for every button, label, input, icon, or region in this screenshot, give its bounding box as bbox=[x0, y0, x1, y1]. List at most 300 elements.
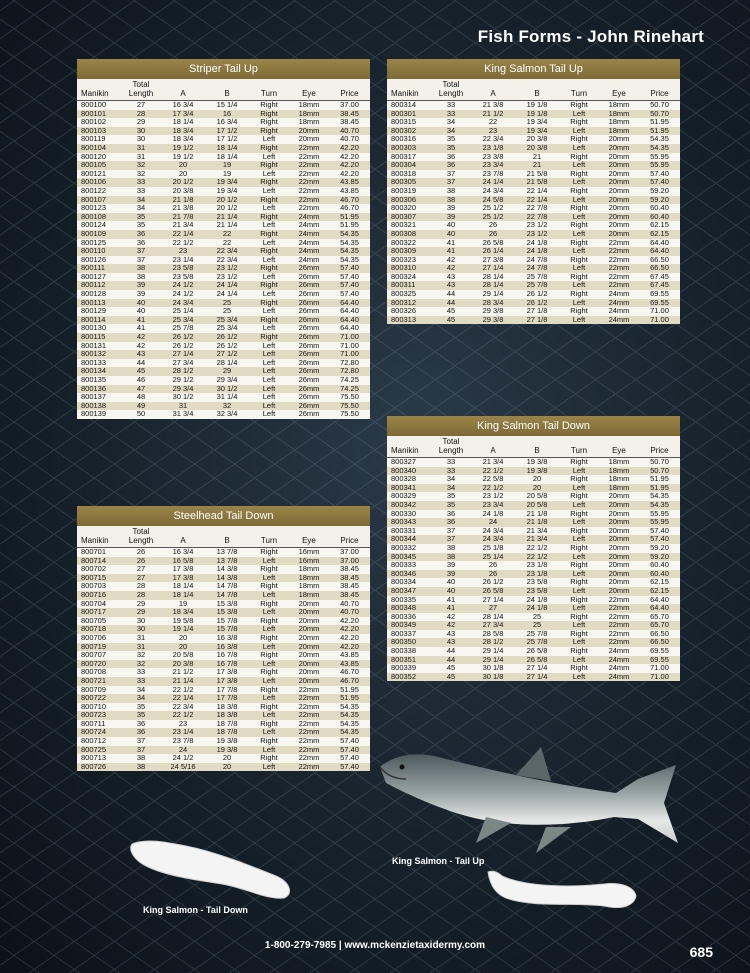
table-row bbox=[387, 161, 680, 170]
table-cell: 51.95 bbox=[639, 484, 680, 493]
column-header: Eye bbox=[599, 436, 639, 458]
table-cell: 38.45 bbox=[329, 110, 370, 119]
table-cell: 34 bbox=[431, 118, 471, 127]
table-cell: Left bbox=[559, 196, 599, 205]
table-row bbox=[387, 230, 680, 239]
table-row bbox=[387, 647, 680, 656]
table-cell: 20mm bbox=[599, 178, 639, 187]
table-cell: 59.20 bbox=[639, 187, 680, 196]
table-cell: 44 bbox=[431, 299, 471, 308]
column-header: Total Length bbox=[121, 526, 161, 548]
table-cell: 24 5/8 bbox=[471, 196, 515, 205]
table-cell: 20mm bbox=[289, 677, 329, 686]
table-cell: 800319 bbox=[387, 187, 431, 196]
table-cell: 41 bbox=[121, 316, 161, 325]
table-cell: 22mm bbox=[289, 694, 329, 703]
price-table bbox=[387, 436, 680, 681]
table-cell: 45 bbox=[431, 316, 471, 325]
table-cell: Right bbox=[559, 239, 599, 248]
table-title: Striper Tail Up bbox=[77, 59, 370, 79]
table-cell: Right bbox=[559, 273, 599, 282]
table-cell: 51.95 bbox=[639, 118, 680, 127]
table-cell: 38.45 bbox=[329, 591, 370, 600]
table-cell: Right bbox=[249, 634, 289, 643]
table-cell: 800133 bbox=[77, 359, 121, 368]
table-cell: 64.40 bbox=[639, 239, 680, 248]
table-cell: 37.00 bbox=[329, 548, 370, 557]
table-cell: 20 1/2 bbox=[161, 178, 205, 187]
table-cell: 800131 bbox=[77, 342, 121, 351]
table-cell: 31 bbox=[161, 402, 205, 411]
table-cell: 28 bbox=[121, 591, 161, 600]
table-cell: 69.55 bbox=[639, 647, 680, 656]
table-cell: 40 bbox=[431, 230, 471, 239]
table-row bbox=[387, 153, 680, 162]
table-cell: Left bbox=[559, 127, 599, 136]
table-cell: 37 bbox=[431, 178, 471, 187]
table-cell: 16mm bbox=[289, 548, 329, 557]
table-cell: 19 3/4 bbox=[205, 187, 249, 196]
table-cell: 800338 bbox=[387, 647, 431, 656]
table-cell: Right bbox=[559, 221, 599, 230]
table-cell: 71.00 bbox=[329, 342, 370, 351]
table-row bbox=[387, 621, 680, 630]
table-cell: 71.00 bbox=[639, 664, 680, 673]
column-header: Eye bbox=[599, 79, 639, 101]
table-cell: 22 1/4 bbox=[161, 230, 205, 239]
table-cell: 33 bbox=[431, 101, 471, 110]
table-cell: 37 bbox=[121, 746, 161, 755]
table-cell: 800139 bbox=[77, 410, 121, 419]
table-cell: 18 3/8 bbox=[205, 703, 249, 712]
table-cell: 54.35 bbox=[329, 703, 370, 712]
table-cell: 42.20 bbox=[329, 170, 370, 179]
table-cell: 36 bbox=[121, 720, 161, 729]
table-cell: 21 1/4 bbox=[205, 221, 249, 230]
table-cell: 800320 bbox=[387, 204, 431, 213]
table-cell: 800313 bbox=[387, 316, 431, 325]
table-cell: 26 bbox=[121, 548, 161, 557]
table-cell: 48 bbox=[121, 393, 161, 402]
table-cell: Right bbox=[249, 247, 289, 256]
table-cell: 25 1/4 bbox=[161, 307, 205, 316]
table-cell: Right bbox=[249, 720, 289, 729]
table-row bbox=[387, 664, 680, 673]
table-cell: 57.40 bbox=[639, 178, 680, 187]
table-cell: 34 bbox=[121, 204, 161, 213]
table-cell: 22mm bbox=[289, 170, 329, 179]
table-cell: 800317 bbox=[387, 153, 431, 162]
table-row bbox=[387, 535, 680, 544]
table-cell: 45 bbox=[431, 664, 471, 673]
table-cell: 20 bbox=[205, 763, 249, 772]
table-cell: 25 1/2 bbox=[471, 213, 515, 222]
table-cell: 800724 bbox=[77, 728, 121, 737]
table-cell: Right bbox=[559, 170, 599, 179]
table-cell: Left bbox=[249, 385, 289, 394]
table-cell: 16 bbox=[205, 110, 249, 119]
table-cell: 800122 bbox=[77, 187, 121, 196]
table-cell: 24mm bbox=[289, 247, 329, 256]
table-cell: 38 bbox=[431, 187, 471, 196]
table-row bbox=[387, 196, 680, 205]
table-cell: 51.95 bbox=[329, 221, 370, 230]
table-cell: 23 1/8 bbox=[515, 561, 559, 570]
table-cell: 20mm bbox=[599, 501, 639, 510]
table-cell: 18mm bbox=[599, 475, 639, 484]
table-cell: 72.80 bbox=[329, 367, 370, 376]
table-cell: 26mm bbox=[289, 316, 329, 325]
table-cell: 13 7/8 bbox=[205, 548, 249, 557]
table-cell: 20mm bbox=[599, 170, 639, 179]
table-cell: 71.00 bbox=[639, 316, 680, 325]
table-cell: 17 3/8 bbox=[161, 574, 205, 583]
table-cell: 20 5/8 bbox=[161, 651, 205, 660]
table-cell: 44 bbox=[121, 359, 161, 368]
table-cell: 31 1/4 bbox=[205, 393, 249, 402]
table-row bbox=[77, 548, 370, 557]
table-cell: 23 1/8 bbox=[515, 570, 559, 579]
table-cell: 34 bbox=[121, 694, 161, 703]
table-cell: 42 bbox=[121, 333, 161, 342]
table-row bbox=[387, 484, 680, 493]
table-cell: 38 bbox=[431, 544, 471, 553]
table-cell: 800349 bbox=[387, 621, 431, 630]
table-cell: Left bbox=[559, 299, 599, 308]
table-cell: 800310 bbox=[387, 264, 431, 273]
table-cell: 26mm bbox=[289, 350, 329, 359]
table-cell: 29 bbox=[121, 118, 161, 127]
table-cell: 43 bbox=[431, 281, 471, 290]
table-cell: Left bbox=[249, 711, 289, 720]
table-cell: Left bbox=[249, 153, 289, 162]
table-cell: 18mm bbox=[289, 565, 329, 574]
table-cell: Left bbox=[249, 608, 289, 617]
table-cell: 25 7/8 bbox=[515, 273, 559, 282]
table-cell: 23 3/4 bbox=[471, 161, 515, 170]
table-cell: 800123 bbox=[77, 204, 121, 213]
table-row bbox=[77, 393, 370, 402]
table-row bbox=[387, 144, 680, 153]
table-row bbox=[77, 307, 370, 316]
table-cell: 51.95 bbox=[329, 686, 370, 695]
table-row bbox=[77, 677, 370, 686]
column-header: Eye bbox=[289, 526, 329, 548]
table-cell: 35 bbox=[431, 144, 471, 153]
table-cell: 16 3/4 bbox=[161, 548, 205, 557]
table-row bbox=[77, 127, 370, 136]
table-cell: 24mm bbox=[599, 656, 639, 665]
table-cell: 26 5/8 bbox=[515, 656, 559, 665]
table-cell: 18mm bbox=[599, 118, 639, 127]
table-row bbox=[77, 737, 370, 746]
table-cell: 36 bbox=[431, 153, 471, 162]
table-row bbox=[77, 565, 370, 574]
table-cell: 22mm bbox=[289, 703, 329, 712]
table-row bbox=[77, 161, 370, 170]
column-header: Manikin bbox=[77, 79, 121, 101]
table-cell: 800127 bbox=[77, 273, 121, 282]
table-cell: 800321 bbox=[387, 221, 431, 230]
table-cell: 22mm bbox=[599, 596, 639, 605]
table-cell: 39 bbox=[121, 290, 161, 299]
table-cell: 21 bbox=[515, 153, 559, 162]
table-cell: 26mm bbox=[289, 299, 329, 308]
table-cell: 20mm bbox=[289, 625, 329, 634]
table-cell: 40 bbox=[121, 307, 161, 316]
table-cell: 45 bbox=[431, 307, 471, 316]
table-cell: 55.95 bbox=[639, 518, 680, 527]
table-cell: 800710 bbox=[77, 703, 121, 712]
table-cell: 24 7/8 bbox=[515, 256, 559, 265]
table-cell: 27 1/8 bbox=[515, 316, 559, 325]
table-cell: 18 1/4 bbox=[161, 582, 205, 591]
table-cell: Left bbox=[559, 110, 599, 119]
table-cell: 23 1/4 bbox=[161, 728, 205, 737]
table-cell: 59.20 bbox=[639, 544, 680, 553]
table-cell: 50.70 bbox=[639, 101, 680, 110]
table-cell: 22mm bbox=[289, 746, 329, 755]
table-cell: 20 3/8 bbox=[515, 135, 559, 144]
king-salmon-tail-down-form bbox=[126, 836, 296, 902]
table-row bbox=[77, 625, 370, 634]
table-cell: 18 3/4 bbox=[161, 127, 205, 136]
table-cell: Left bbox=[559, 621, 599, 630]
table-cell: 26mm bbox=[289, 333, 329, 342]
table-cell: 26mm bbox=[289, 264, 329, 273]
table-cell: 27 bbox=[471, 604, 515, 613]
table-row bbox=[77, 385, 370, 394]
table-cell: 15 3/8 bbox=[205, 600, 249, 609]
table-row bbox=[77, 316, 370, 325]
table-cell: 34 bbox=[431, 484, 471, 493]
table-cell: 800105 bbox=[77, 161, 121, 170]
table-cell: 20mm bbox=[599, 553, 639, 562]
column-header: Turn bbox=[559, 436, 599, 458]
table-row bbox=[77, 574, 370, 583]
table-cell: 35 bbox=[431, 492, 471, 501]
table-cell: 800309 bbox=[387, 247, 431, 256]
table-cell: 800115 bbox=[77, 333, 121, 342]
table-cell: 22 1/2 bbox=[515, 544, 559, 553]
table-cell: 38 bbox=[121, 763, 161, 772]
table-row bbox=[387, 587, 680, 596]
table-cell: 27 1/4 bbox=[161, 350, 205, 359]
table-cell: 22 7/8 bbox=[515, 204, 559, 213]
table-cell: 800352 bbox=[387, 673, 431, 682]
table-cell: Left bbox=[249, 273, 289, 282]
table-cell: 57.40 bbox=[329, 763, 370, 772]
table-cell: 19 1/8 bbox=[515, 101, 559, 110]
table-cell: 800315 bbox=[387, 118, 431, 127]
table-cell: 51.95 bbox=[329, 694, 370, 703]
table-cell: 21 3/4 bbox=[471, 458, 515, 467]
table-cell: 800301 bbox=[387, 110, 431, 119]
table-cell: Left bbox=[249, 677, 289, 686]
table-cell: 20 bbox=[161, 634, 205, 643]
table-row bbox=[387, 596, 680, 605]
table-cell: 26 1/2 bbox=[515, 299, 559, 308]
table-cell: 44 bbox=[431, 647, 471, 656]
table-cell: Left bbox=[249, 694, 289, 703]
table-row bbox=[77, 686, 370, 695]
table-cell: 16 3/8 bbox=[205, 634, 249, 643]
table-cell: 800305 bbox=[387, 178, 431, 187]
table-cell: 22mm bbox=[599, 273, 639, 282]
table-cell: 28 5/8 bbox=[471, 630, 515, 639]
table-cell: 39 bbox=[431, 561, 471, 570]
table-cell: 800334 bbox=[387, 578, 431, 587]
table-cell: 57.40 bbox=[639, 535, 680, 544]
table-cell: 42 bbox=[431, 613, 471, 622]
table-cell: Right bbox=[249, 737, 289, 746]
table-cell: 27 bbox=[121, 574, 161, 583]
table-cell: 28 1/4 bbox=[471, 613, 515, 622]
table-cell: 14 7/8 bbox=[205, 582, 249, 591]
table-cell: 36 bbox=[431, 518, 471, 527]
table-cell: 15 3/8 bbox=[205, 608, 249, 617]
table-cell: 40.70 bbox=[329, 127, 370, 136]
table-cell: 69.55 bbox=[639, 290, 680, 299]
table-cell: 23 5/8 bbox=[161, 264, 205, 273]
table-cell: 800106 bbox=[77, 178, 121, 187]
table-cell: 18mm bbox=[599, 110, 639, 119]
table-cell: 30 bbox=[121, 625, 161, 634]
table-cell: 42 bbox=[121, 342, 161, 351]
table-cell: 23 7/8 bbox=[161, 737, 205, 746]
table-cell: 25 7/8 bbox=[161, 324, 205, 333]
table-cell: 800714 bbox=[77, 557, 121, 566]
table-cell: 22mm bbox=[289, 196, 329, 205]
table-cell: 800108 bbox=[77, 213, 121, 222]
table-row bbox=[387, 561, 680, 570]
table-cell: 19 3/4 bbox=[515, 127, 559, 136]
table-cell: Left bbox=[559, 316, 599, 325]
table-cell: 22mm bbox=[599, 239, 639, 248]
table-cell: 18mm bbox=[289, 110, 329, 119]
table-cell: Left bbox=[559, 264, 599, 273]
table-row bbox=[77, 402, 370, 411]
table-cell: Right bbox=[559, 187, 599, 196]
table-cell: 32 bbox=[121, 170, 161, 179]
table-cell: 22mm bbox=[289, 178, 329, 187]
table-cell: 22mm bbox=[289, 720, 329, 729]
column-header: Total Length bbox=[431, 79, 471, 101]
table-cell: Right bbox=[559, 492, 599, 501]
table-cell: 26mm bbox=[289, 376, 329, 385]
table-cell: 800336 bbox=[387, 613, 431, 622]
table-cell: 29 bbox=[205, 367, 249, 376]
table-cell: 22 3/4 bbox=[205, 256, 249, 265]
table-cell: 18mm bbox=[599, 127, 639, 136]
table-cell: 26mm bbox=[289, 367, 329, 376]
column-header: B bbox=[205, 526, 249, 548]
table-cell: 26 5/8 bbox=[471, 239, 515, 248]
table-cell: Left bbox=[559, 144, 599, 153]
table-cell: 800308 bbox=[387, 230, 431, 239]
table-cell: 14 3/8 bbox=[205, 565, 249, 574]
table-row bbox=[387, 178, 680, 187]
table-cell: 24mm bbox=[599, 647, 639, 656]
table-row bbox=[77, 600, 370, 609]
table-cell: Left bbox=[249, 350, 289, 359]
table-cell: 47 bbox=[121, 385, 161, 394]
table-cell: 16 7/8 bbox=[205, 651, 249, 660]
table-cell: 20mm bbox=[599, 535, 639, 544]
table-cell: 57.40 bbox=[329, 273, 370, 282]
table-cell: 20 bbox=[515, 484, 559, 493]
table-cell: 800102 bbox=[77, 118, 121, 127]
table-cell: 26 1/2 bbox=[205, 333, 249, 342]
table-cell: 54.35 bbox=[329, 720, 370, 729]
table-cell: Left bbox=[249, 376, 289, 385]
table-cell: Right bbox=[249, 161, 289, 170]
table-row bbox=[77, 763, 370, 772]
table-cell: 800303 bbox=[387, 144, 431, 153]
table-row bbox=[387, 604, 680, 613]
table-cell: 21 bbox=[515, 161, 559, 170]
king-salmon-tail-up-form bbox=[484, 868, 640, 916]
table-cell: 22mm bbox=[599, 256, 639, 265]
table-cell: 34 bbox=[121, 196, 161, 205]
table-cell: 18mm bbox=[599, 101, 639, 110]
table-cell: 60.40 bbox=[639, 204, 680, 213]
table-cell: 800326 bbox=[387, 307, 431, 316]
table-row bbox=[387, 316, 680, 325]
table-cell: 35 bbox=[121, 703, 161, 712]
table-cell: 65.70 bbox=[639, 621, 680, 630]
table-cell: 20mm bbox=[599, 578, 639, 587]
table-cell: 22 1/2 bbox=[471, 484, 515, 493]
table-row bbox=[77, 118, 370, 127]
table-cell: 17 1/2 bbox=[205, 135, 249, 144]
table-row bbox=[387, 221, 680, 230]
table-cell: 27 1/4 bbox=[471, 596, 515, 605]
table-cell: 24 1/2 bbox=[161, 290, 205, 299]
table-cell: 62.15 bbox=[639, 230, 680, 239]
table-cell: 19 bbox=[205, 161, 249, 170]
table-row bbox=[387, 307, 680, 316]
table-cell: 21 1/2 bbox=[161, 668, 205, 677]
table-cell: 28 1/4 bbox=[471, 273, 515, 282]
table-title: Steelhead Tail Down bbox=[77, 506, 370, 526]
table-cell: 31 bbox=[121, 634, 161, 643]
table-row bbox=[77, 204, 370, 213]
table-cell: 800333 bbox=[387, 561, 431, 570]
table-cell: 20 bbox=[161, 161, 205, 170]
table-row bbox=[387, 578, 680, 587]
table-cell: 21 1/8 bbox=[515, 518, 559, 527]
table-cell: 30 bbox=[121, 127, 161, 136]
table-cell: Right bbox=[559, 527, 599, 536]
table-cell: 29 3/8 bbox=[471, 307, 515, 316]
table-cell: 35 bbox=[431, 135, 471, 144]
table-cell: 800107 bbox=[77, 196, 121, 205]
table-cell: 46 bbox=[121, 376, 161, 385]
column-header: Price bbox=[329, 526, 370, 548]
table-cell: 46.70 bbox=[329, 677, 370, 686]
table-cell: Right bbox=[249, 118, 289, 127]
table-row bbox=[77, 264, 370, 273]
table-row bbox=[387, 492, 680, 501]
table-cell: 800134 bbox=[77, 367, 121, 376]
table-cell: 24 5/16 bbox=[161, 763, 205, 772]
table-cell: 23 1/2 bbox=[515, 230, 559, 239]
table-cell: 32 bbox=[121, 161, 161, 170]
table-cell: 25 bbox=[515, 621, 559, 630]
table-cell: Right bbox=[249, 127, 289, 136]
page-title: Fish Forms - John Rinehart bbox=[477, 27, 704, 46]
